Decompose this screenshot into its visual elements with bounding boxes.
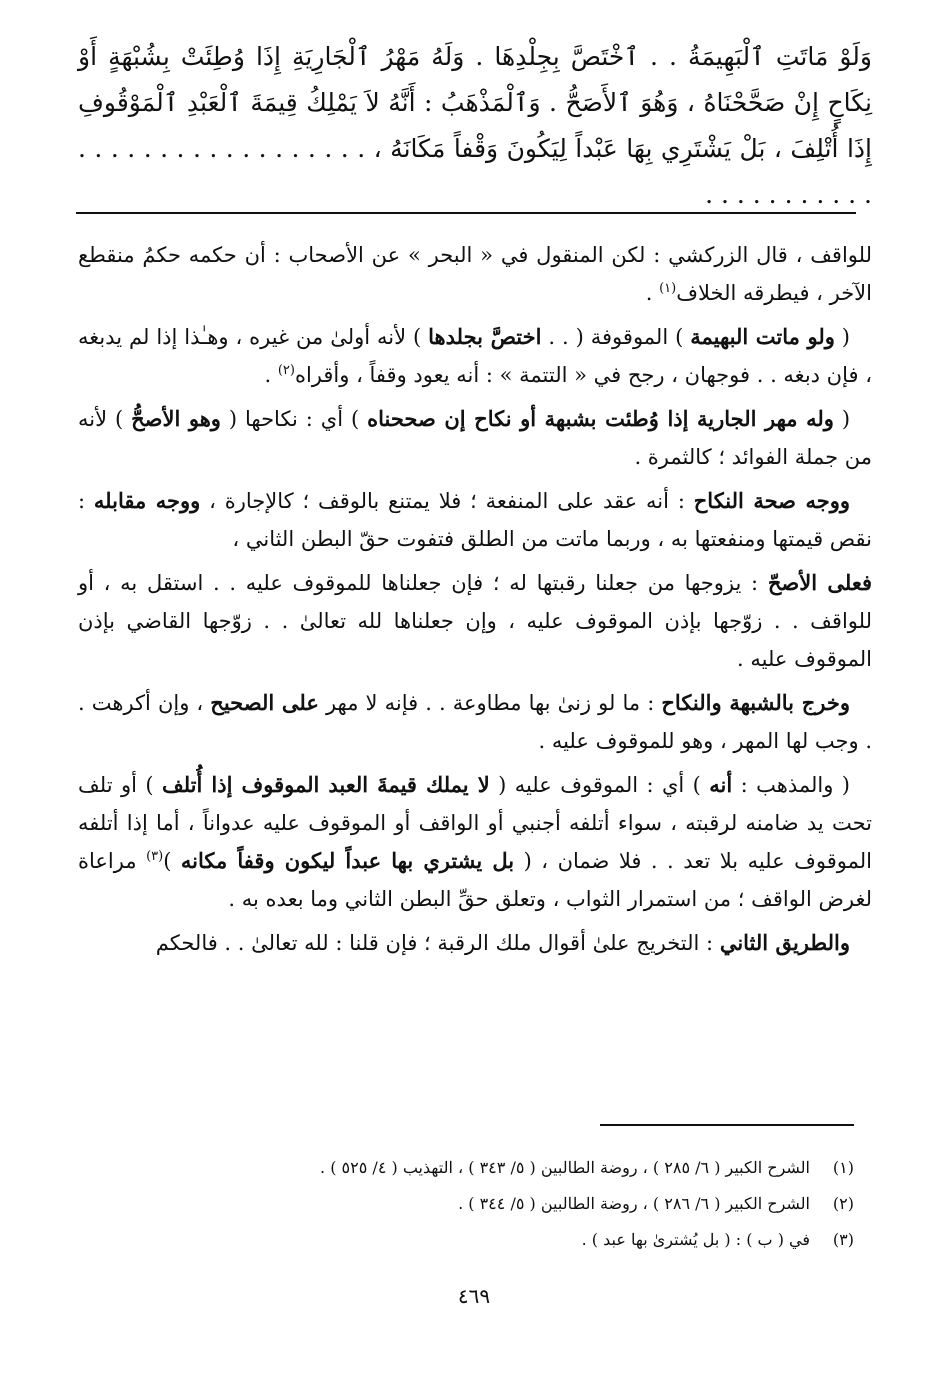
main-text-block xyxy=(78,34,872,218)
footnote-ref-1[interactable]: (١) xyxy=(659,281,677,296)
footnote-1: (١) الشرح الكبير ( ٦/ ٢٨٥ ) ، روضة الطالبين ( ٥/ ٣٤٣ ) ، التهذيب ( ٤/ ٥٢٥ ) . xyxy=(320,1158,854,1177)
commentary-paragraph-3: ( وله مهر الجارية إذا وُطئت بشبهة أو نكاح إن صححناه ) أي : نكاحها ( وهو الأصحُّ ) لأنه من جملة الفوائد ؛ كالثمرة . xyxy=(78,406,872,469)
footnote-ref-2[interactable]: (٢) xyxy=(277,363,295,378)
commentary-paragraph-5: فعلى الأصحّ : يزوجها من جعلنا رقبتها له ؛ فإن جعلناها للموقوف عليه . . استقل به ، أو للواقف . . زوّجها بإذن الموقوف عليه ، وإن جعلناها لله تعالىٰ . . زوّجها القاضي بإذن الموقوف عليه . xyxy=(78,570,872,671)
separator-rule xyxy=(76,212,856,214)
footnote-2: (٢) الشرح الكبير ( ٦/ ٢٨٦ ) ، روضة الطالبين ( ٥/ ٣٤٤ ) . xyxy=(458,1194,854,1213)
commentary-paragraph-7: ( والمذهب : أنه ) أي : الموقوف عليه ( لا يملك قيمةَ العبد الموقوف إذا أُتلف ) أو تلف تحت يد ضامنه لرقبته ، سواء أتلفه أجنبي أو الواقف أو الموقوف عليه عدواناً ، أما إذا أتلفه الموقوف عليه بلا تعد . . فلا ضمان ، ( بل يشتري بها عبداً ليكون وقفاً مكانه )$^{(٣)}$ مراعاة لغرض الواقف ؛ من استمرار الثواب ، وتعلق حقِّ البطن الثاني وما بعده به . xyxy=(78,772,873,911)
footnote-3: (٣) في ( ب ) : ( بل يُشترىٰ بها عبد ) . xyxy=(581,1230,854,1249)
commentary-block xyxy=(78,236,872,968)
commentary-paragraph-6: وخرج بالشبهة والنكاح : ما لو زنىٰ بها مطاوعة . . فإنه لا مهر على الصحيح ، وإن أكرهت . . وجب لها المهر ، وهو للموقوف عليه . xyxy=(78,690,872,753)
page-number: ٤٦٩ xyxy=(457,1284,491,1308)
commentary-paragraph-4: ووجه صحة النكاح : أنه عقد على المنفعة ؛ فلا يمتنع بالوقف ؛ كالإجارة ، ووجه مقابله : نقص قيمتها ومنفعتها به ، وربما ماتت من الطلق فتفوت حقّ البطن الثاني ، xyxy=(78,488,872,551)
footnote-ref-3[interactable]: (٣) xyxy=(146,849,164,864)
commentary-paragraph-1: للواقف ، قال الزركشي : لكن المنقول في « البحر » عن الأصحاب : أن حكمه حكمُ منقطع الآخر ، فيطرقه الخلاف$^{(١)}$ . xyxy=(78,243,872,305)
footnote-separator-rule xyxy=(600,1124,854,1126)
commentary-paragraph-8: والطريق الثاني : التخريج علىٰ أقوال ملك الرقبة ؛ فإن قلنا : لله تعالىٰ . . فالحكم xyxy=(155,930,850,955)
footnotes-block xyxy=(78,1150,854,1258)
main-text-paragraph: وَلَوْ مَاتَتِ ٱلْبَهِيمَةُ . . ٱخْتَصَّ بِجِلْدِهَا . وَلَهُ مَهْرُ ٱلْجَارِيَةِ إِذَا وُطِئَتْ بِشُبْهَةٍ أَوْ نِكَاحٍ إِنْ صَحَّحْنَاهُ ، وَهُوَ ٱلأَصَحُّ . وَٱلْمَذْهَبُ : أَنَّهُ لاَ يَمْلِكُ قِيمَةَ ٱلْعَبْدِ ٱلْمَوْقُوفِ إِذَا أُتْلِفَ ، بَلْ يَشْتَرِي بِهَا عَبْداً لِيَكُونَ وَقْفاً مَكَانَهُ ، . . . . . . . . . . . . . . . . . . . . . . . . . . . . . xyxy=(78,42,872,209)
commentary-paragraph-2: ( ولو ماتت البهيمة ) الموقوفة ( . . اختصَّ بجلدها ) لأنه أولىٰ من غيره ، وهـٰذا إذا لم يدبغه ، فإن دبغه . . فوجهان ، رجح في « التتمة » : أنه يعود وقفاً ، وأقراه$^{(٢)}$ . xyxy=(78,324,872,387)
